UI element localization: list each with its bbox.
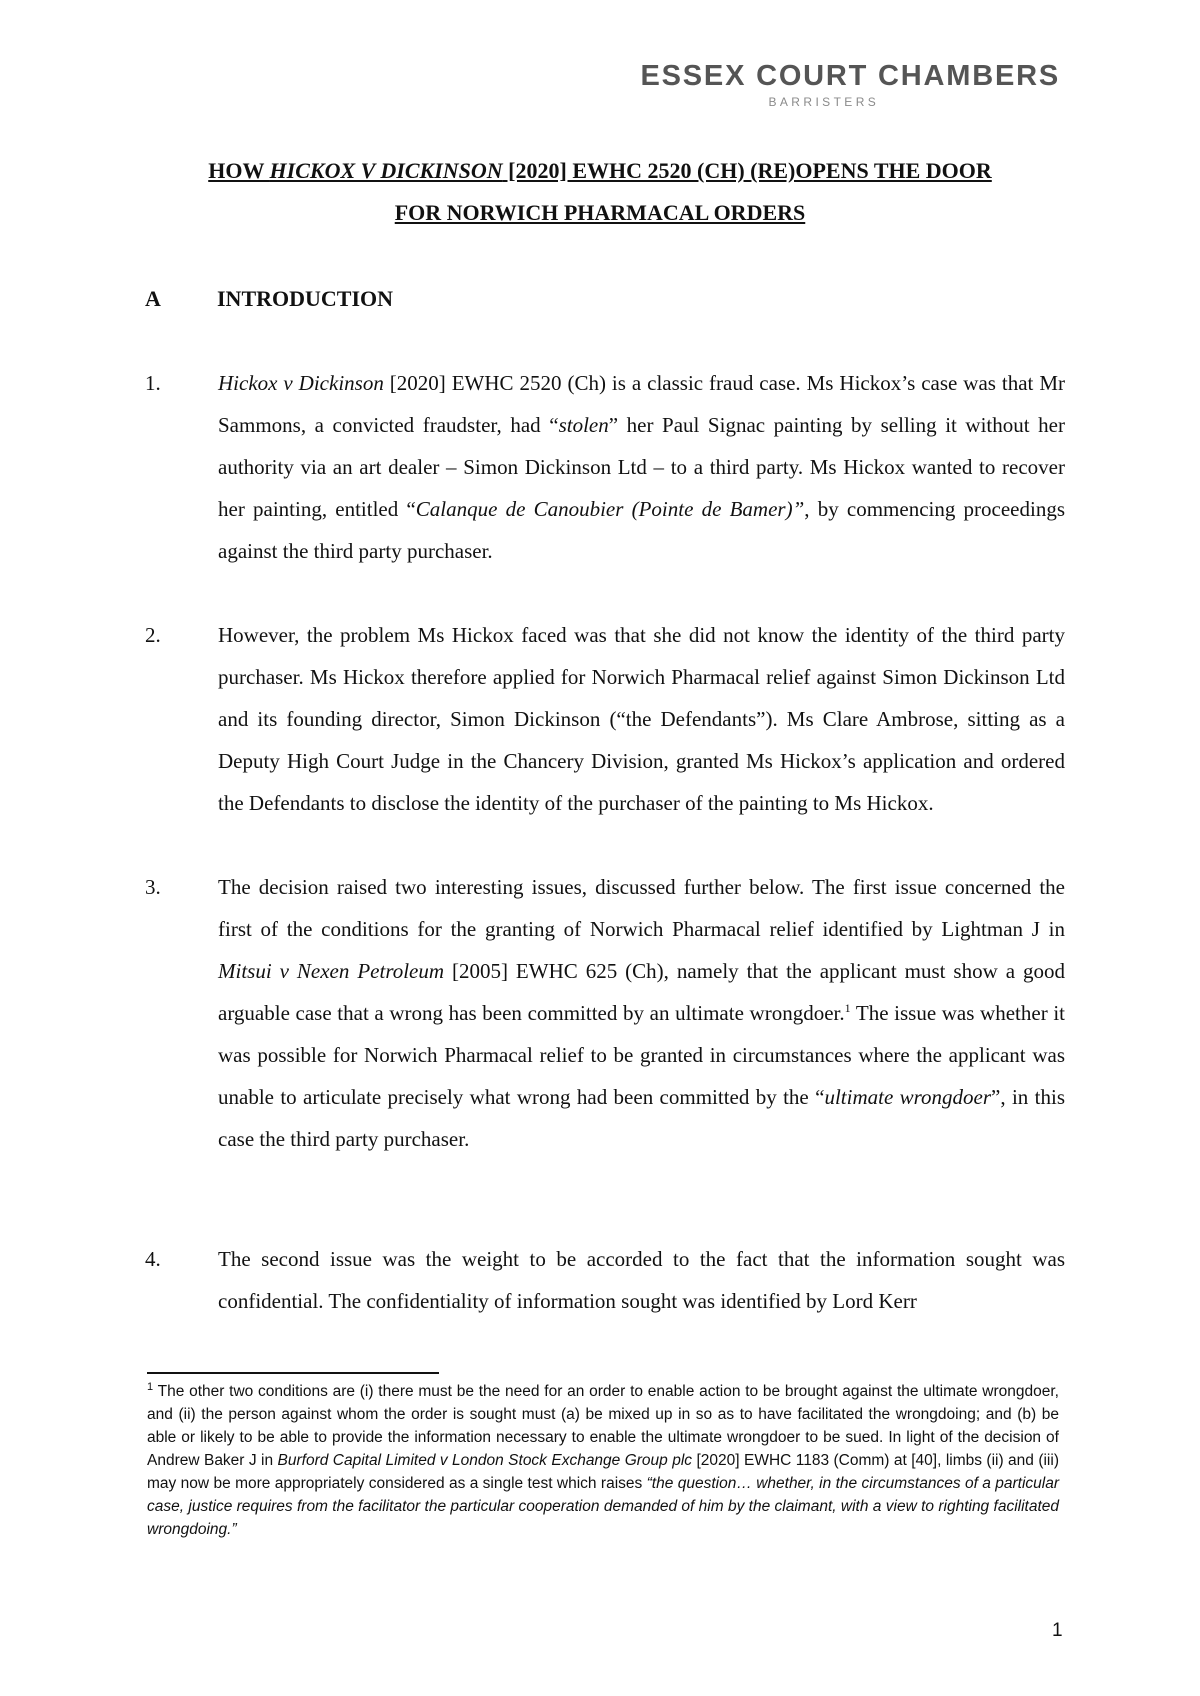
title-line-2: FOR NORWICH PHARMACAL ORDERS bbox=[394, 200, 806, 225]
paragraph-2 bbox=[145, 614, 1065, 824]
paragraph-text: The second issue was the weight to be accorded to the fact that the information sought was confidential. The confidentiality of information sought was identified by Lord Kerr bbox=[218, 1247, 1065, 1313]
footnote-separator bbox=[147, 1372, 439, 1374]
footnote-ref[interactable]: 1 bbox=[844, 1001, 851, 1015]
paragraph-text: However, the problem Ms Hickox faced was that she did not know the identity of the third party purchaser. Ms Hickox therefore applied for Norwich Pharmacal relief against Simon Dickinson Ltd and its founding director, Simon Dickinson (“the Defendants”). Ms Clare Ambrose, sitting as a Deputy High Court Judge in the Chancery Division, granted Ms Hickox’s application and ordered the Defendants to disclose the identity of the purchaser of the painting to Ms Hickox. bbox=[218, 623, 1065, 815]
paragraph-number: 2. bbox=[145, 623, 161, 647]
footnote-marker: 1 bbox=[147, 1380, 154, 1393]
letterhead bbox=[641, 60, 1061, 109]
page-number: 1 bbox=[1052, 1620, 1063, 1641]
paragraph-text: The decision raised two interesting issues, discussed further below. The first issue concerned the first of the conditions for the granting of Norwich Pharmacal relief identified by Lightman J in Mitsui v Nexen Petroleum [2005] EWHC 625 (Ch), namely that the applicant must show a good arguable case that a wrong has been committed by an ultimate wrongdoer.$^1$ The issue was whether it was possible for Norwich Pharmacal relief to be granted in circumstances where the applicant was unable to articulate precisely what wrong had been committed by the “ultimate wrongdoer”, in this case the third party purchaser. bbox=[218, 875, 1066, 1151]
document-title bbox=[100, 150, 1100, 234]
footnote-1: $^1$ The other two conditions are (i) there must be the need for an order to enable action to be brought against the ultimate wrongdoer, and (ii) the person against whom the order is sought must (a) be mixed up in so as to have facilitated the wrongdoing; and (b) be able or likely to be able to provide the information necessary to enable the ultimate wrongdoer to be sued. In light of the decision of Andrew Baker J in Burford Capital Limited v London Stock Exchange Group plc [2020] EWHC 1183 (Comm) at [40], limbs (ii) and (iii) may now be more appropriately considered as a single test which raises “the question… whether, in the circumstances of a particular case, justice requires from the facilitator the particular cooperation demanded of him by the claimant, with a view to righting facilitated wrongdoing.” bbox=[147, 1380, 1059, 1538]
section-heading bbox=[145, 286, 393, 312]
paragraph-4 bbox=[145, 1238, 1065, 1322]
section-letter: A bbox=[145, 286, 161, 311]
section-title: INTRODUCTION bbox=[217, 286, 394, 311]
paragraph-number: 4. bbox=[145, 1247, 161, 1271]
paragraph-number: 1. bbox=[145, 371, 161, 395]
title-line-1: HOW HICKOX V DICKINSON [2020] EWHC 2520 (CH) (RE)OPENS THE DOOR bbox=[208, 158, 992, 183]
paragraph-1 bbox=[145, 362, 1065, 572]
paragraph-text: Hickox v Dickinson [2020] EWHC 2520 (Ch) is a classic fraud case. Ms Hickox’s case was that Mr Sammons, a convicted fraudster, had “stolen” her Paul Signac painting by selling it without her authority via an art dealer – Simon Dickinson Ltd – to a third party. Ms Hickox wanted to recover her painting, entitled “Calanque de Canoubier (Pointe de Bamer)”, by commencing proceedings against the third party purchaser. bbox=[218, 371, 1066, 563]
chambers-logo-text: ESSEX COURT CHAMBERS bbox=[640, 60, 1060, 92]
paragraph-number: 3. bbox=[145, 875, 161, 899]
chambers-subtitle: BARRISTERS bbox=[768, 95, 880, 109]
paragraph-3 bbox=[145, 866, 1065, 1160]
